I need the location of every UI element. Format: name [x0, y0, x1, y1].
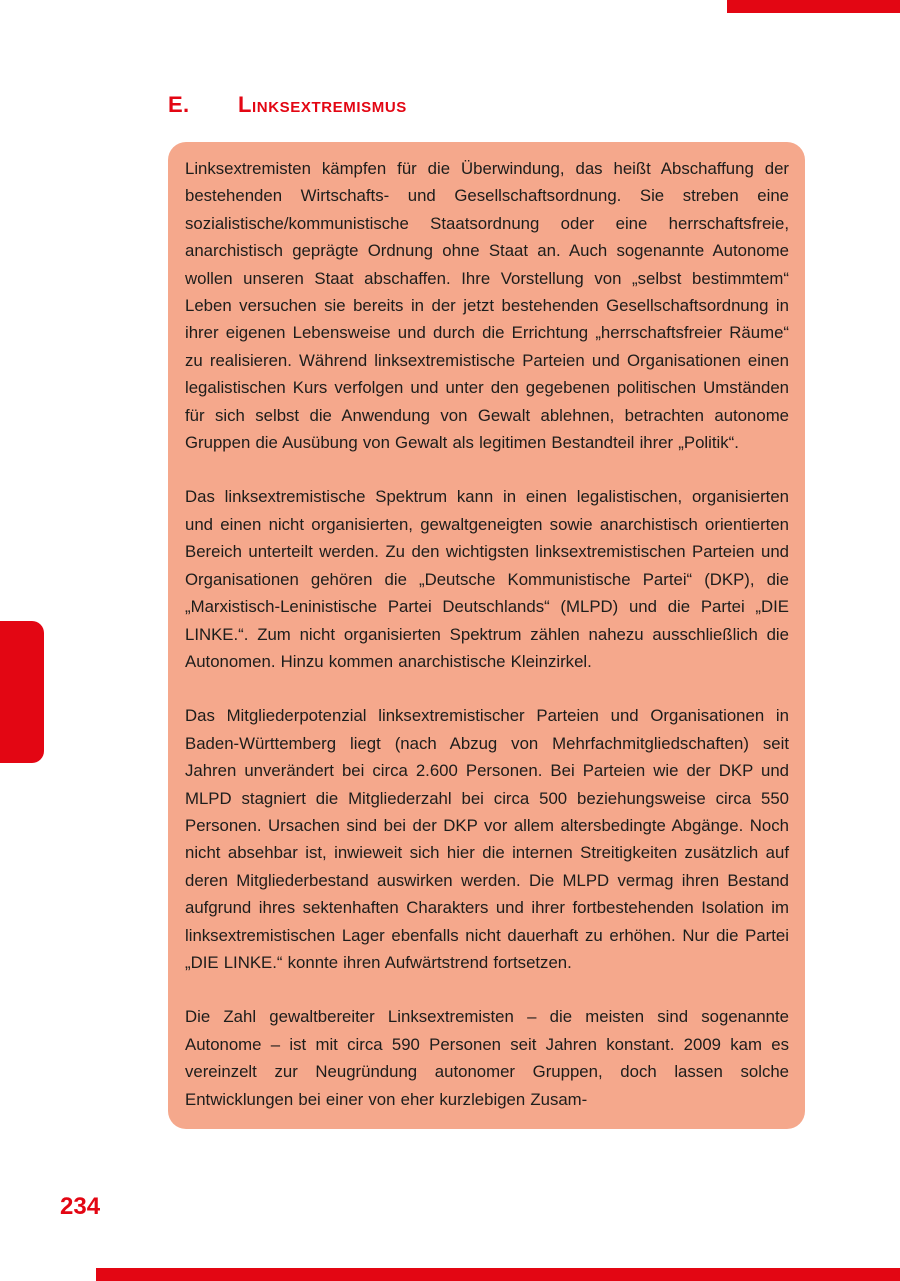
paragraph-3: Das Mitgliederpotenzial linksextremistischer Parteien und Organisationen in Baden-Württemberg liegt (nach Abzug von Mehrfachmitgliedschaften) seit Jahren unverändert bei circa 2.600 Personen. Bei Parteien wie der DKP und MLPD stagniert die Mitgliederzahl bei circa 500 beziehungsweise circa 550 Personen. Ursachen sind bei der DKP vor allem altersbedingte Abgänge. Noch nicht absehbar ist, inwieweit sich hier die internen Streitigkeiten zusätzlich auf deren Mitgliederbestand auswirken werden. Die MLPD vermag ihren Bestand aufgrund ihres sektenhaften Charakters und ihrer fortbestehenden Isolation im linksextremistischen Lager ebenfalls nicht dauerhaft zu erhöhen. Nur die Partei „DIE LINKE.“ konnte ihren Aufwärtstrend fortsetzen. [185, 706, 789, 972]
paragraph-1: Linksextremisten kämpfen für die Überwindung, das heißt Abschaffung der bestehenden Wirtschafts- und Gesellschaftsordnung. Sie streben eine sozialistische/kommunistische Staatsordnung oder eine herrschaftsfreie, anarchistisch geprägte Ordnung ohne Staat an. Auch sogenannte Autonome wollen unseren Staat abschaffen. Ihre Vorstellung von „selbst bestimmtem“ Leben versuchen sie bereits in der jetzt bestehenden Gesellschaftsordnung in ihrer eigenen Lebensweise und durch die Errichtung „herrschaftsfreier Räume“ zu realisieren. Während linksextremistische Parteien und Organisationen einen legalistischen Kurs verfolgen und unter den gegebenen politischen Umständen für sich selbst die Anwendung von Gewalt ablehnen, betrachten autonome Gruppen die Ausübung von Gewalt als legitimen Bestandteil ihrer „Politik“. [185, 159, 789, 453]
page-number: 234 [60, 1193, 101, 1220]
chapter-title: Linksextremismus [238, 92, 407, 117]
paragraph-2: Das linksextremistische Spektrum kann in einen legalistischen, organisierten und einen nicht organisierten, gewaltgeneigten sowie anarchistisch orientierten Bereich unterteilt werden. Zu den wichtigsten linksextremistischen Parteien und Organisationen gehören die „Deutsche Kommunistische Partei“ (DKP), die „Marxistisch-Leninistische Partei Deutschlands“ (MLPD) und die Partei „DIE LINKE.“. Zum nicht organisierten Spektrum zählen nahezu ausschließlich die Autonomen. Hinzu kommen anarchistische Kleinzirkel. [185, 487, 789, 671]
chapter-thumb-tab [0, 621, 44, 763]
paragraph-4: Die Zahl gewaltbereiter Linksextremisten – die meisten sind sogenannte Autonome – ist mit circa 590 Personen seit Jahren konstant. 2009 kam es vereinzelt zur Neugründung autonomer Gruppen, doch lassen solche Entwicklungen bei einer von eher kurzlebigen Zusam- [185, 1007, 789, 1109]
chapter-heading [168, 92, 407, 118]
top-edge-red-bar [727, 0, 900, 13]
chapter-letter: E. [168, 92, 190, 117]
bottom-edge-red-bar [96, 1268, 900, 1281]
summary-box [168, 142, 805, 1129]
